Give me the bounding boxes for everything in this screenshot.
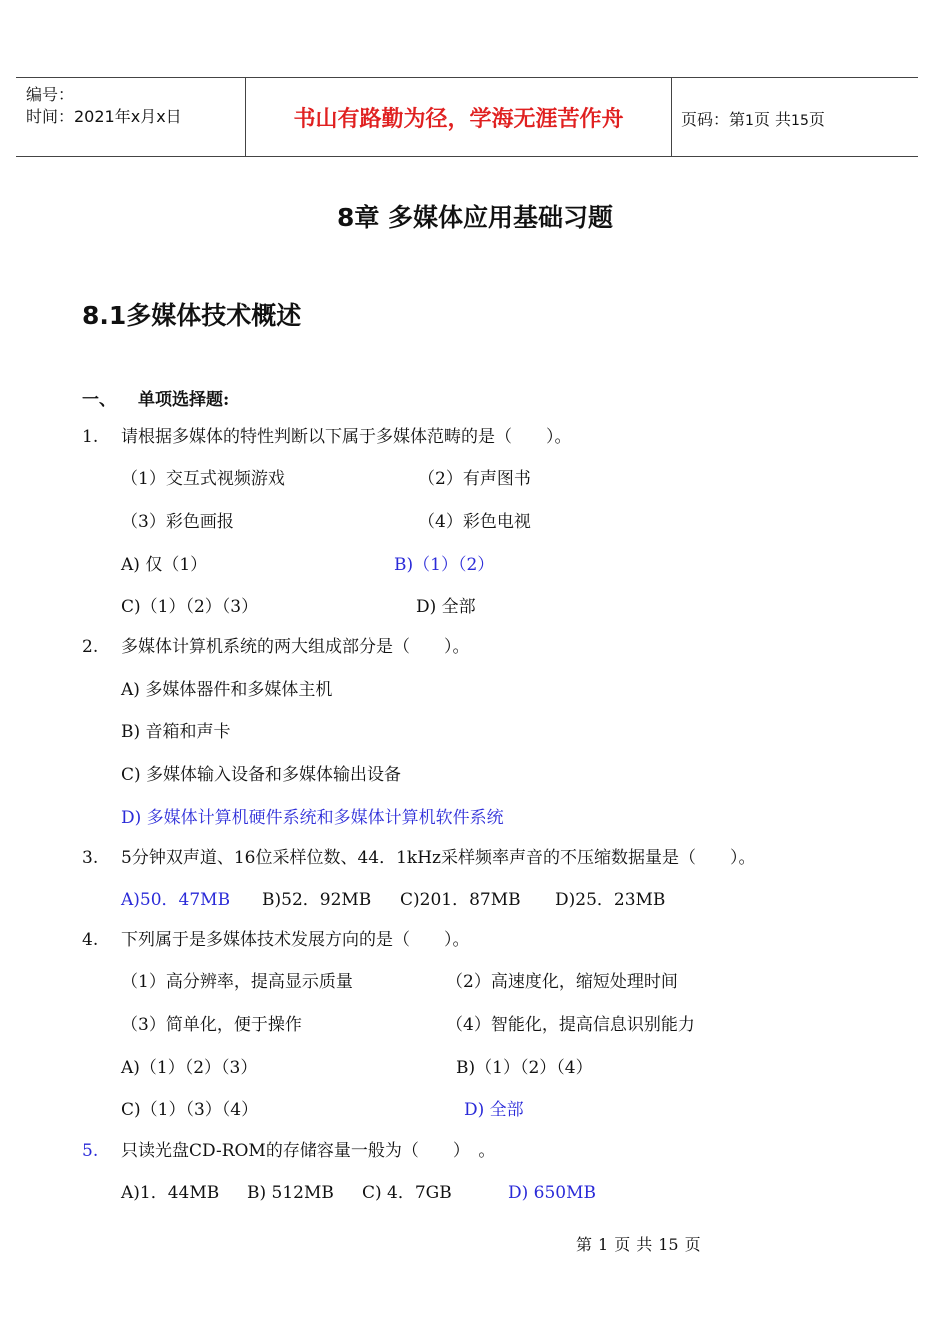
question-1-option: A) 仅（1） bbox=[121, 555, 208, 575]
serial-label: 编号： bbox=[26, 85, 75, 104]
question-1-option-answer: B)（1）（2） bbox=[394, 555, 495, 575]
header-info-cell bbox=[16, 78, 246, 156]
question-4-item: （4）智能化，提高信息识别能力 bbox=[446, 1015, 695, 1035]
question-4-item: （1）高分辨率，提高显示质量 bbox=[121, 972, 353, 992]
question-1-text: 请根据多媒体的特性判断以下属于多媒体范畴的是（ ）。 bbox=[121, 427, 572, 447]
question-3-number: 3. bbox=[82, 848, 99, 868]
question-3-option: D)25．23MB bbox=[555, 890, 666, 910]
question-3-option: C)201．87MB bbox=[400, 890, 521, 910]
question-4-number: 4. bbox=[82, 930, 99, 950]
question-2-option-answer: D) 多媒体计算机硬件系统和多媒体计算机软件系统 bbox=[121, 808, 504, 828]
question-4-option: A)（1）（2）（3） bbox=[121, 1058, 258, 1078]
question-1-item: （1）交互式视频游戏 bbox=[121, 469, 285, 489]
header-page-num: 1 bbox=[745, 113, 754, 129]
question-3-text: 5分钟双声道、16位采样位数、44．1kHz采样频率声音的不压缩数据量是（ ）。 bbox=[121, 848, 756, 868]
header-page-total: 15 bbox=[791, 113, 809, 129]
part-number: 一、 bbox=[82, 390, 116, 410]
question-3-option: B)52．92MB bbox=[262, 890, 372, 910]
page-header bbox=[16, 77, 918, 157]
header-page-indicator: 页码：第1页 共15页 bbox=[681, 110, 825, 129]
part-heading bbox=[82, 385, 229, 410]
question-1-option: D) 全部 bbox=[416, 597, 476, 617]
part-label: 单项选择题: bbox=[138, 390, 230, 410]
question-1-item: （2）有声图书 bbox=[418, 469, 531, 489]
chapter-title: 8章 多媒体应用基础习题 bbox=[336, 203, 614, 232]
question-4-item: （3）简单化，便于操作 bbox=[121, 1015, 302, 1035]
question-1-number: 1. bbox=[82, 427, 99, 447]
question-4-option: B)（1）（2）（4） bbox=[456, 1058, 593, 1078]
header-motto: 书山有路勤为径，学海无涯苦作舟 bbox=[246, 78, 672, 156]
question-4-option-answer: D) 全部 bbox=[464, 1100, 524, 1120]
question-5-option: B) 512MB bbox=[247, 1183, 334, 1203]
footer-page-total: 15 bbox=[658, 1235, 679, 1254]
question-3-option-answer: A)50．47MB bbox=[121, 890, 231, 910]
question-2-text: 多媒体计算机系统的两大组成部分是（ ）。 bbox=[121, 637, 470, 657]
question-1-option: C)（1）（2）（3） bbox=[121, 597, 259, 617]
question-5-text: 只读光盘CD-ROM的存储容量一般为（ ） 。 bbox=[121, 1141, 496, 1161]
question-5-option: A)1．44MB bbox=[121, 1183, 220, 1203]
question-4-item: （2）高速度化，缩短处理时间 bbox=[446, 972, 678, 992]
question-2-option: A) 多媒体器件和多媒体主机 bbox=[121, 680, 333, 700]
question-2-option: C) 多媒体输入设备和多媒体输出设备 bbox=[121, 765, 402, 785]
question-1-item: （4）彩色电视 bbox=[418, 512, 531, 532]
question-1-item: （3）彩色画报 bbox=[121, 512, 234, 532]
question-2-number: 2. bbox=[82, 637, 99, 657]
question-5-number: 5. bbox=[82, 1141, 99, 1161]
question-4-text: 下列属于是多媒体技术发展方向的是（ ）。 bbox=[121, 930, 470, 950]
question-5-option-answer: D) 650MB bbox=[508, 1183, 597, 1203]
question-2-option: B) 音箱和声卡 bbox=[121, 722, 231, 742]
question-5-option: C) 4．7GB bbox=[362, 1183, 452, 1203]
question-4-option: C)（1）（3）（4） bbox=[121, 1100, 259, 1120]
page-footer: 第 1 页 共 15 页 bbox=[576, 1235, 701, 1254]
section-heading: 8.1多媒体技术概述 bbox=[82, 301, 302, 330]
footer-page-num: 1 bbox=[598, 1235, 609, 1254]
time-label: 时间：2021年x月x日 bbox=[26, 107, 182, 126]
